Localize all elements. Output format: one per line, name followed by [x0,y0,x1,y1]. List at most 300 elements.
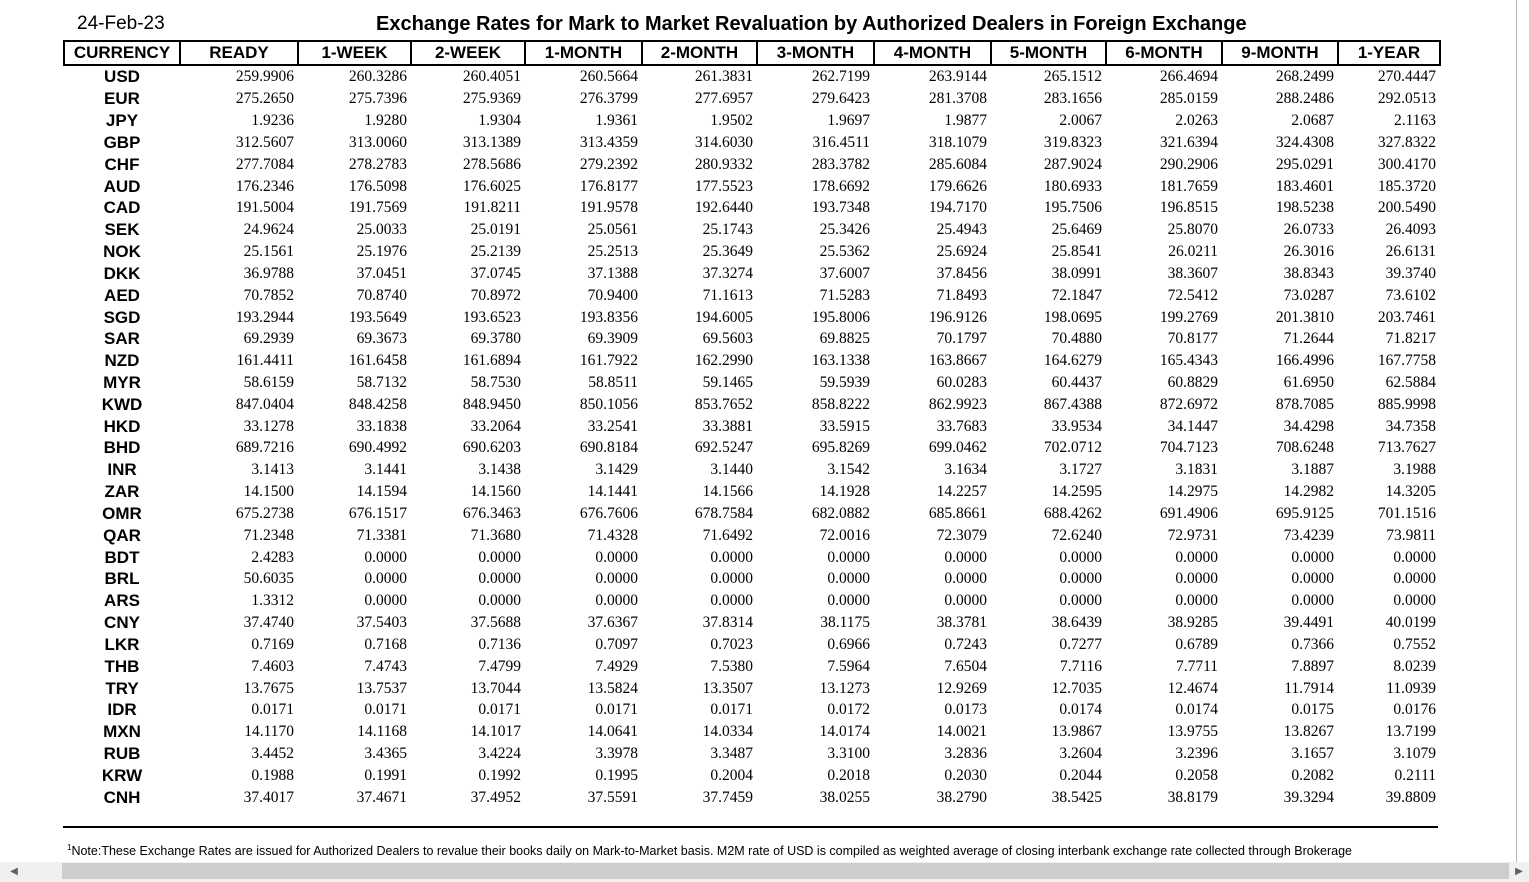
column-header-1-month: 1-MONTH [525,41,642,65]
rate-cell: 275.2650 [235,90,294,108]
rate-cell: 14.1168 [357,723,407,741]
rate-cell: 71.2644 [1283,330,1334,348]
rate-cell: 690.8184 [579,439,638,457]
rate-cell: 37.4740 [243,614,294,632]
column-header-1-year: 1-YEAR [1338,41,1440,65]
rate-cell: 0.2111 [1394,766,1436,784]
currency-code: BRL [104,569,140,589]
note-divider [63,826,1438,828]
rate-cell: 0.2030 [944,766,987,784]
table-row [64,786,1440,808]
scrollbar-thumb[interactable] [62,863,1509,879]
rate-cell: 194.6005 [694,308,753,326]
currency-code: NOK [103,242,141,262]
table-row [64,131,1440,153]
currency-code: GBP [103,132,141,152]
rate-cell: 194.7170 [928,199,987,217]
table-row [64,284,1440,306]
rate-cell: 0.0000 [1175,570,1218,588]
rate-cell: 675.2738 [235,504,294,522]
rate-cell: 695.8269 [811,439,870,457]
rate-cell: 1.9877 [944,112,987,130]
rate-cell: 708.6248 [1275,439,1334,457]
rate-cell: 313.4359 [579,133,638,151]
rate-cell: 196.8515 [1159,199,1218,217]
rate-cell: 0.2018 [827,766,870,784]
rate-cell: 179.6626 [928,177,987,195]
report-title: Exchange Rates for Mark to Market Revaluation by Authorized Dealers in Foreign Exchange [376,13,1247,35]
column-header-currency: CURRENCY [64,41,180,65]
rate-cell: 161.6458 [348,352,407,370]
rate-cell: 702.0712 [1043,439,1102,457]
column-header-9-month: 9-MONTH [1222,41,1338,65]
rate-cell: 71.8493 [936,286,987,304]
rate-cell: 0.7136 [478,635,521,653]
table-row [64,437,1440,459]
rate-cell: 33.2541 [587,417,638,435]
currency-code: NZD [104,351,140,371]
rate-cell: 34.1447 [1167,417,1218,435]
column-header-1-week: 1-WEEK [298,41,411,65]
rate-cell: 24.9624 [243,221,294,239]
rate-cell: 73.9811 [1386,526,1436,544]
rate-cell: 70.4880 [1051,330,1102,348]
rate-cell: 72.1847 [1051,286,1102,304]
currency-code: SGD [103,307,141,327]
rate-cell: 71.6492 [702,526,753,544]
rate-cell: 7.4743 [364,657,407,675]
table-row [64,372,1440,394]
rate-cell: 295.0291 [1275,155,1334,173]
rate-cell: 33.1278 [243,417,294,435]
rate-cell: 0.0000 [1291,570,1334,588]
rate-cell: 3.1988 [1393,461,1436,479]
rate-cell: 327.8322 [1377,133,1436,151]
table-row [64,546,1440,568]
rate-cell: 14.0021 [936,723,987,741]
rate-cell: 3.2836 [944,745,987,763]
rate-cell: 39.3294 [1283,788,1334,806]
rate-cell: 0.0000 [710,592,753,610]
scroll-right-icon[interactable]: ▶ [1515,866,1523,877]
currency-code: CNY [104,613,140,633]
table-row [64,175,1440,197]
rate-cell: 1.9361 [595,112,638,130]
rate-cell: 3.4365 [364,745,407,763]
currency-code: THB [104,656,140,676]
rate-cell: 166.4996 [1275,352,1334,370]
rate-cell: 691.4906 [1159,504,1218,522]
rate-cell: 13.7044 [470,679,521,697]
currency-code: SAR [104,329,140,349]
rate-cell: 878.7085 [1275,395,1334,413]
rate-cell: 69.5603 [702,330,753,348]
currency-code: INR [107,460,137,480]
table-row [64,65,1440,88]
table-row [64,524,1440,546]
rate-cell: 0.7243 [944,635,987,653]
header-row [64,41,1440,65]
rate-cell: 1.9236 [251,112,294,130]
rate-cell: 12.9269 [936,679,987,697]
rate-cell: 0.0000 [710,570,753,588]
rate-cell: 0.0000 [944,548,987,566]
rate-cell: 26.0733 [1283,221,1334,239]
rate-cell: 3.1887 [1291,461,1334,479]
rate-cell: 872.6972 [1159,395,1218,413]
rate-cell: 183.4601 [1275,177,1334,195]
report-date: 24-Feb-23 [77,13,165,34]
rate-cell: 0.0000 [1393,570,1436,588]
rate-cell: 0.0171 [595,701,638,719]
table-row [64,655,1440,677]
rate-cell: 676.3463 [462,504,521,522]
rate-cell: 37.8456 [936,264,987,282]
rate-cell: 283.1656 [1043,90,1102,108]
rate-cell: 60.0283 [936,374,987,391]
rate-cell: 71.1613 [702,286,753,304]
rate-cell: 2.4283 [251,548,294,566]
rate-cell: 280.9332 [694,155,753,173]
rate-cell: 161.6894 [462,352,521,370]
rate-cell: 0.7366 [1291,635,1334,653]
rate-cell: 26.4093 [1385,221,1436,239]
rate-cell: 167.7758 [1377,352,1436,370]
rate-cell: 193.7348 [811,199,870,217]
rate-cell: 0.0000 [1175,548,1218,566]
rate-cell: 13.7537 [356,679,407,697]
rate-cell: 193.5649 [348,308,407,326]
rate-cell: 37.3274 [702,264,753,282]
rate-cell: 319.8323 [1043,133,1102,151]
rate-cell: 72.5412 [1167,286,1218,304]
rate-cell: 3.2604 [1059,745,1102,763]
rate-cell: 58.7530 [470,374,521,391]
rate-cell: 14.1017 [470,723,521,741]
rate-cell: 0.0000 [710,548,753,566]
rate-cell: 14.0174 [819,723,870,741]
rate-cell: 0.0000 [478,592,521,610]
rate-cell: 318.1079 [928,133,987,151]
rate-cell: 699.0462 [928,439,987,457]
column-header-3-month: 3-MONTH [757,41,874,65]
rate-cell: 7.4603 [251,657,294,675]
rate-cell: 0.0000 [1291,548,1334,566]
rate-cell: 0.0000 [827,570,870,588]
currency-code: EUR [104,89,140,109]
table-row [64,197,1440,219]
rate-cell: 0.0176 [1393,701,1436,719]
rate-cell: 25.3649 [702,243,753,261]
rate-cell: 37.7459 [702,788,753,806]
rate-cell: 0.7552 [1393,635,1436,653]
rate-cell: 0.0000 [595,548,638,566]
rate-cell: 0.0000 [478,570,521,588]
rate-cell: 260.3286 [348,68,407,86]
currency-code: ZAR [104,482,140,502]
rate-cell: 11.7914 [1284,679,1334,697]
rate-cell: 260.5664 [579,68,638,86]
rate-cell: 37.5591 [587,788,638,806]
table-row [64,328,1440,350]
rate-cell: 2.1163 [1393,112,1436,130]
rate-cell: 72.9731 [1167,526,1218,544]
rate-cell: 0.7169 [251,635,294,653]
rate-cell: 288.2486 [1275,90,1334,108]
currency-code: TRY [105,678,139,698]
rate-cell: 37.0451 [356,264,407,282]
rate-cell: 37.1388 [587,264,638,282]
rate-cell: 278.5686 [462,155,521,173]
rate-cell: 14.2257 [936,483,987,501]
rate-cell: 14.0641 [587,723,638,741]
rate-cell: 70.7852 [243,286,294,304]
rate-cell: 0.2044 [1059,766,1102,784]
rate-cell: 265.1512 [1043,68,1102,86]
rate-cell: 201.3810 [1275,308,1334,326]
rate-cell: 692.5247 [694,439,753,457]
rate-cell: 0.0000 [364,548,407,566]
rate-cell: 0.7168 [364,635,407,653]
rate-cell: 3.1542 [827,461,870,479]
table-row [64,503,1440,525]
rate-cell: 40.0199 [1385,614,1436,632]
currency-code: AED [104,285,140,305]
rate-cell: 0.0000 [364,570,407,588]
rate-cell: 161.7922 [579,352,638,370]
rate-cell: 38.0991 [1051,264,1102,282]
rate-cell: 3.1657 [1291,745,1334,763]
rate-cell: 13.1273 [819,679,870,697]
currency-code: BHD [103,438,141,458]
column-header-4-month: 4-MONTH [874,41,991,65]
rate-cell: 38.5425 [1051,788,1102,806]
rate-cell: 7.4799 [478,657,521,675]
currency-code: CHF [104,154,140,174]
rate-cell: 277.7084 [235,155,294,173]
rate-cell: 37.4952 [470,788,521,806]
rate-cell: 690.6203 [462,439,521,457]
rate-cell: 176.6025 [462,177,521,195]
rate-cell: 72.3079 [936,526,987,544]
rate-cell: 0.2004 [710,766,753,784]
table-row [64,88,1440,110]
rate-cell: 38.8343 [1283,264,1334,282]
rate-cell: 165.4343 [1159,352,1218,370]
rate-cell: 279.2392 [579,155,638,173]
table-row [64,350,1440,372]
rate-cell: 0.0000 [364,592,407,610]
rate-cell: 0.1992 [478,766,521,784]
currency-code: HKD [103,416,141,436]
rate-cell: 196.9126 [928,308,987,326]
rate-cell: 25.3426 [819,221,870,239]
rate-cell: 0.7023 [710,635,753,653]
rate-cell: 163.1338 [811,352,870,370]
rate-cell: 39.4491 [1283,614,1334,632]
rate-cell: 270.4447 [1377,68,1436,86]
table-row [64,415,1440,437]
rate-cell: 7.7711 [1175,657,1218,675]
horizontal-scrollbar[interactable] [0,862,1529,882]
rate-cell: 276.3799 [579,90,638,108]
rate-cell: 695.9125 [1275,504,1334,522]
rate-cell: 0.6966 [827,635,870,653]
column-header-6-month: 6-MONTH [1106,41,1222,65]
currency-code: SEK [104,220,140,240]
rate-cell: 279.6423 [811,90,870,108]
currency-code: CNH [103,787,141,807]
rate-cell: 69.3909 [587,330,638,348]
currency-code: LKR [104,634,140,654]
rate-cell: 0.0000 [944,570,987,588]
rate-cell: 176.2346 [235,177,294,195]
rate-cell: 268.2499 [1275,68,1334,86]
currency-code: BDT [104,547,140,567]
rate-cell: 0.1991 [364,766,407,784]
rate-cell: 13.3507 [702,679,753,697]
table-row [64,306,1440,328]
rate-cell: 37.5688 [470,614,521,632]
rate-cell: 2.0263 [1175,112,1218,130]
currency-code: ARS [104,591,140,611]
rate-cell: 13.5824 [587,679,638,697]
rate-cell: 0.0171 [710,701,753,719]
rate-cell: 0.2058 [1175,766,1218,784]
rate-cell: 71.2348 [243,526,294,544]
currency-code: KRW [101,765,143,785]
rate-cell: 3.1440 [710,461,753,479]
rate-cell: 38.1175 [820,614,870,632]
rate-cell: 260.4051 [462,68,521,86]
table-row [64,262,1440,284]
rate-cell: 3.1413 [251,461,294,479]
rate-cell: 198.5238 [1275,199,1334,217]
rate-cell: 176.8177 [579,177,638,195]
rate-cell: 37.0745 [470,264,521,282]
table-row [64,393,1440,415]
rate-cell: 38.2790 [936,788,987,806]
rate-cell: 38.8179 [1167,788,1218,806]
rate-cell: 25.0561 [587,221,638,239]
rate-cell: 62.5884 [1385,374,1436,391]
rate-cell: 287.9024 [1043,155,1102,173]
rate-cell: 34.4298 [1283,417,1334,435]
rate-cell: 191.5004 [235,199,294,217]
table-row [64,634,1440,656]
rate-cell: 163.8667 [928,352,987,370]
rate-cell: 161.4411 [236,352,294,370]
rate-cell: 37.4017 [243,788,294,806]
rate-cell: 0.0000 [1059,548,1102,566]
column-header-ready: READY [180,41,298,65]
rate-cell: 0.0000 [827,548,870,566]
rate-cell: 192.6440 [694,199,753,217]
rate-cell: 685.8661 [928,504,987,522]
rate-cell: 25.1976 [356,243,407,261]
rate-cell: 0.0172 [827,701,870,719]
rate-cell: 73.0287 [1283,286,1334,304]
rate-cell: 34.7358 [1385,417,1436,435]
rate-cell: 0.6789 [1175,635,1218,653]
rate-cell: 3.1727 [1059,461,1102,479]
rate-cell: 3.1429 [595,461,638,479]
rate-cell: 36.9788 [243,264,294,282]
rate-cell: 0.0000 [1059,592,1102,610]
rate-cell: 180.6933 [1043,177,1102,195]
rate-cell: 69.3673 [356,330,407,348]
rate-cell: 713.7627 [1377,439,1436,457]
table-row [64,765,1440,787]
table-row [64,481,1440,503]
rate-cell: 38.9285 [1167,614,1218,632]
table-row [64,110,1440,132]
rate-cell: 682.0882 [811,504,870,522]
rate-cell: 1.9280 [364,112,407,130]
rate-cell: 0.0174 [1175,701,1218,719]
rate-cell: 701.1516 [1377,504,1436,522]
rate-cell: 0.0175 [1291,701,1334,719]
page-border [1516,0,1517,862]
rate-cell: 0.0000 [1059,570,1102,588]
rate-cell: 70.8177 [1167,330,1218,348]
currency-code: OMR [102,503,142,523]
currency-code: KWD [101,394,143,414]
rate-cell: 261.3831 [694,68,753,86]
currency-code: IDR [107,700,137,720]
rate-cell: 25.6924 [936,243,987,261]
column-header-2-week: 2-WEEK [411,41,525,65]
rate-cell: 25.8070 [1167,221,1218,239]
rate-cell: 277.6957 [694,90,753,108]
rate-cell: 0.0000 [595,592,638,610]
rate-cell: 313.0060 [348,133,407,151]
rate-cell: 275.9369 [462,90,521,108]
rate-cell: 70.8972 [470,286,521,304]
currency-code: MYR [103,373,141,392]
rate-cell: 25.1561 [243,243,294,261]
currency-code: DKK [103,263,141,283]
rate-cell: 14.3205 [1385,483,1436,501]
rate-cell: 688.4262 [1043,504,1102,522]
table-row [64,568,1440,590]
rate-cell: 38.3607 [1167,264,1218,282]
rate-cell: 281.3708 [928,90,987,108]
footnote-marker: 1 [67,843,72,852]
rate-cell: 7.8897 [1291,657,1334,675]
rate-cell: 39.8809 [1385,788,1436,806]
rate-cell: 13.8267 [1283,723,1334,741]
rate-cell: 3.1441 [364,461,407,479]
rate-cell: 37.6007 [819,264,870,282]
rate-cell: 847.0404 [235,395,294,413]
rate-cell: 285.6084 [928,155,987,173]
rate-cell: 0.2082 [1291,766,1334,784]
rate-cell: 162.2990 [694,352,753,370]
scroll-left-icon[interactable]: ◀ [10,866,18,877]
rate-cell: 38.0255 [819,788,870,806]
rate-cell: 38.3781 [936,614,987,632]
rate-cell: 71.3680 [470,526,521,544]
rate-cell: 285.0159 [1159,90,1218,108]
exchange-rates-table [63,40,1441,808]
rate-cell: 37.4671 [356,788,407,806]
rate-cell: 58.7132 [356,374,407,391]
rate-cell: 0.1988 [251,766,294,784]
rate-cell: 3.3978 [595,745,638,763]
rate-cell: 3.1831 [1175,461,1218,479]
rate-cell: 7.6504 [944,657,987,675]
